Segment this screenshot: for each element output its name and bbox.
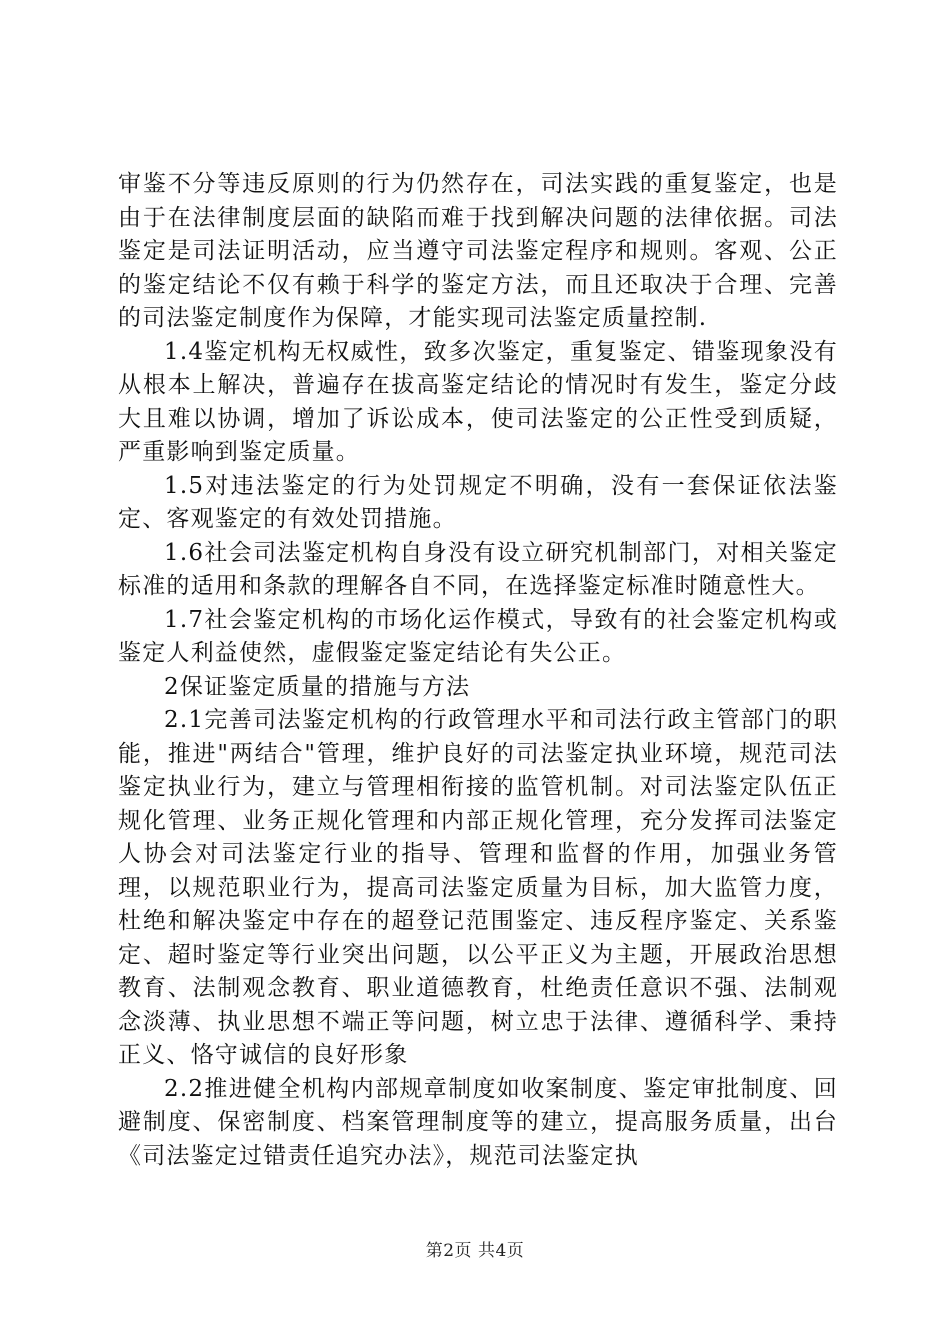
- section-heading-2: 2保证鉴定质量的措施与方法: [164, 673, 471, 700]
- paragraph-1-4: 1.4鉴定机构无权威性，致多次鉴定，重复鉴定、错鉴现象没有从根本上解决，普遍存在拔高鉴定结论的情况时有发生，鉴定分歧大且难以协调，增加了诉讼成本，使司法鉴定的公正性受到质疑，严重影响到鉴定质量。: [118, 338, 838, 465]
- paragraph-1-5: 1.5对违法鉴定的行为处罚规定不明确，没有一套保证依法鉴定、客观鉴定的有效处罚措施。: [118, 472, 838, 532]
- paragraph-continuation: 审鉴不分等违反原则的行为仍然存在，司法实践的重复鉴定，也是由于在法律制度层面的缺陷而难于找到解决问题的法律依据。司法鉴定是司法证明活动，应当遵守司法鉴定程序和规则。客观、公正的鉴定结论不仅有赖于科学的鉴定方法，而且还取决于合理、完善的司法鉴定制度作为保障，才能实现司法鉴定质量控制.: [118, 171, 838, 331]
- page-footer: 第2页 共4页: [425, 1241, 525, 1261]
- paragraph-2-2: 2.2推进健全机构内部规章制度如收案制度、鉴定审批制度、回避制度、保密制度、档案管理制度等的建立，提高服务质量，出台《司法鉴定过错责任追究办法》，规范司法鉴定执: [118, 1075, 838, 1169]
- paragraph-1-7: 1.7社会鉴定机构的市场化运作模式，导致有的社会鉴定机构或鉴定人利益使然，虚假鉴定鉴定结论有失公正。: [118, 606, 838, 666]
- paragraph-1-6: 1.6社会司法鉴定机构自身没有设立研究机制部门，对相关鉴定标准的适用和条款的理解各自不同，在选择鉴定标准时随意性大。: [118, 539, 838, 599]
- document-body: [118, 168, 838, 1173]
- paragraph-2-1: 2.1完善司法鉴定机构的行政管理水平和司法行政主管部门的职能，推进"两结合"管理，维护良好的司法鉴定执业环境，规范司法鉴定执业行为，建立与管理相衔接的监管机制。对司法鉴定队伍正规化管理、业务正规化管理和内部正规化管理，充分发挥司法鉴定人协会对司法鉴定行业的指导、管理和监督的作用，加强业务管理，以规范职业行为，提高司法鉴定质量为目标，加大监管力度，杜绝和解决鉴定中存在的超登记范围鉴定、违反程序鉴定、关系鉴定、超时鉴定等行业突出问题，以公平正义为主题，开展政治思想教育、法制观念教育、职业道德教育，杜绝责任意识不强、法制观念淡薄、执业思想不端正等问题，树立忠于法律、遵循科学、秉持正义、恪守诚信的良好形象: [118, 707, 838, 1068]
